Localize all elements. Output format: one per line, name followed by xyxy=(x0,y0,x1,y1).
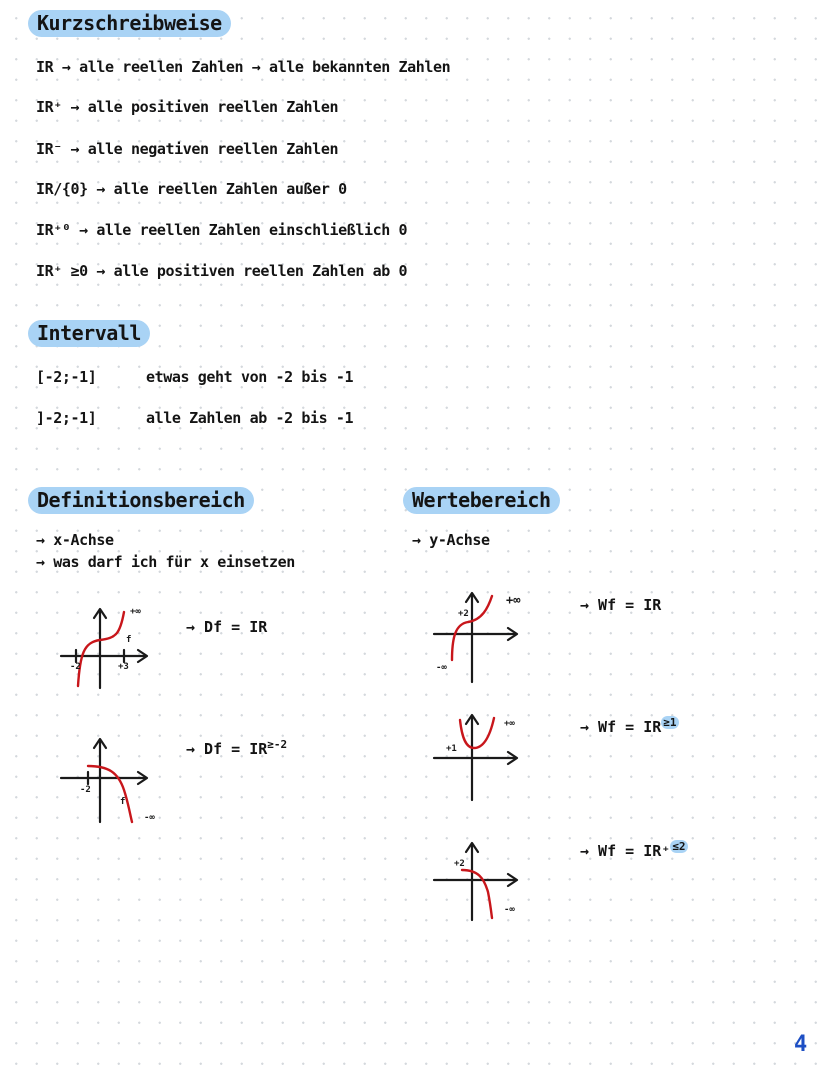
intervall-notation-1: [-2;-1] xyxy=(36,368,97,386)
def1-label-top: +∞ xyxy=(130,607,141,617)
werte3-label-y: +2 xyxy=(454,859,465,869)
heading-intervall: Intervall xyxy=(28,320,150,347)
definition-note-2: → was darf ich für x einsetzen xyxy=(36,553,295,571)
werte1-label-bottom: -∞ xyxy=(436,663,447,673)
intervall-notation-2: ]-2;-1] xyxy=(36,409,97,427)
kurz-line-5: IR⁺⁰ → alle reellen Zahlen einschließlich 0 xyxy=(36,221,408,239)
werte-note-1: → y-Achse xyxy=(412,531,490,549)
werte1-label-top: +∞ xyxy=(506,593,521,607)
kurz-line-6: IR⁺ ≥0 → alle positiven reellen Zahlen ab 0 xyxy=(36,262,408,280)
werte1-label-y: +2 xyxy=(458,609,469,619)
werte2-label-y: +1 xyxy=(446,744,457,754)
werte-graph-2 xyxy=(428,708,558,804)
heading-wertebereich: Wertebereich xyxy=(403,487,560,514)
def2-label-func: f xyxy=(120,797,126,807)
kurz-line-2: IR⁺ → alle positiven reellen Zahlen xyxy=(36,98,339,116)
kurz-line-4: IR/{0} → alle reellen Zahlen außer 0 xyxy=(36,180,347,198)
def-graph-1 xyxy=(56,598,176,694)
werte3-label-bottom: -∞ xyxy=(504,905,515,915)
werte-result-2: → Wf = IR $^{\ge 1}$ xyxy=(580,716,677,736)
werte2-label-top: +∞ xyxy=(504,719,515,729)
heading-definitionsbereich: Definitionsbereich xyxy=(28,487,254,514)
kurz-line-3: IR⁻ → alle negativen reellen Zahlen xyxy=(36,140,339,158)
def1-label-left: -2 xyxy=(70,662,81,672)
def2-label-left: -2 xyxy=(80,785,91,795)
werte-result-3: → Wf = IR⁺ $^{\le 2}$ xyxy=(580,840,686,860)
def2-label-bottom: -∞ xyxy=(144,813,155,823)
werte-graph-3 xyxy=(428,836,558,922)
def-result-1: → Df = IR xyxy=(186,618,268,636)
kurz-line-1: IR → alle reellen Zahlen → alle bekannten Zahlen xyxy=(36,58,451,76)
def-graph-2 xyxy=(56,730,176,826)
def-result-2: → $Df = IR^{\ge-2}$ xyxy=(186,738,288,758)
intervall-text-1: etwas geht von -2 bis -1 xyxy=(146,368,354,386)
werte-result-1: → Wf = IR xyxy=(580,596,662,614)
heading-kurzschreibweise: Kurzschreibweise xyxy=(28,10,231,37)
intervall-text-2: alle Zahlen ab -2 bis -1 xyxy=(146,409,354,427)
werte-graph-1 xyxy=(428,586,558,686)
definition-note-1: → x-Achse xyxy=(36,531,114,549)
def1-label-func: f xyxy=(126,635,132,645)
def1-label-right: +3 xyxy=(118,662,129,672)
page-number: 4 xyxy=(794,1032,808,1057)
